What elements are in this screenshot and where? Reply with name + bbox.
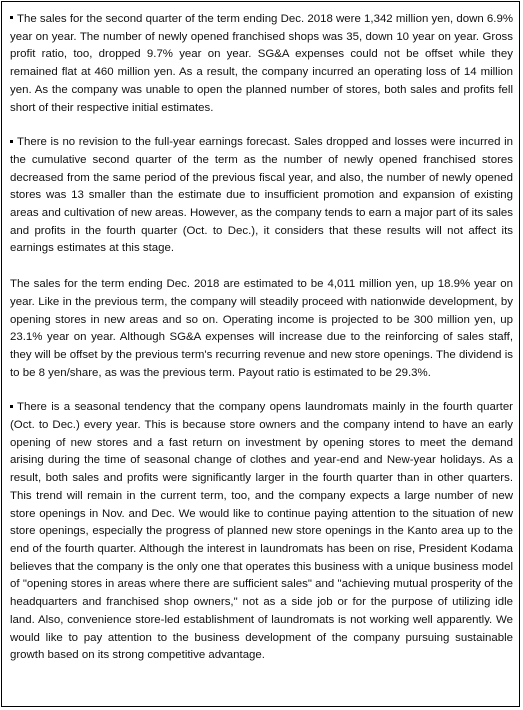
bullet-icon [10, 405, 13, 408]
paragraph-seasonality [10, 399, 513, 665]
paragraph-text: The sales for the term ending Dec. 2018 are estimated to be 4,011 million yen, up 18.9% year on year. Like in the previous term, the company will steadily proceed with nationwide development, by opening stores in new areas and so on. Operating income is projected to be 300 million yen, up 23.1% year on year. Although SG&A expenses will increase due to the reinforcing of sales staff, they will be offset by the previous term's recurring revenue and new store openings. The dividend is to be 8 yen/share, as was the previous term. Payout ratio is estimated to be 29.3%. [10, 278, 513, 379]
document-frame [1, 1, 520, 707]
paragraph-gap [10, 117, 513, 134]
paragraph-text: The sales for the second quarter of the term ending Dec. 2018 were 1,342 million yen, down 6.9% year on year. The number of newly opened franchised shops was 35, down 10 year on year. Gross profit ratio, too, dropped 9.7% year on year. SG&A expenses could not be offset while they remained flat at 460 million yen. As a result, the company incurred an operating loss of 14 million yen. As the company was unable to open the planned number of stores, both sales and profits fell short of their respective initial estimates. [10, 13, 513, 114]
bullet-icon [10, 16, 13, 19]
paragraph-q2-results [10, 11, 513, 117]
bullet-icon [10, 140, 13, 143]
paragraph-text: There is no revision to the full-year earnings forecast. Sales dropped and losses were incurred in the cumulative second quarter of the term as the number of newly opened franchised stores decreased from the same period of the previous fiscal year, and also, the number of newly opened stores was 13 smaller than the estimate due to insufficient promotion and expansion of existing areas and cultivation of new areas. However, as the company tends to earn a major part of its sales and profits in the fourth quarter (Oct. to Dec.), it considers that these results will not affect its earnings estimates at this stage. [10, 136, 513, 255]
paragraph-full-year-estimate [10, 276, 513, 382]
paragraph-forecast [10, 134, 513, 258]
paragraph-gap [10, 382, 513, 399]
document-body [10, 11, 513, 665]
paragraph-gap [10, 258, 513, 276]
paragraph-text: There is a seasonal tendency that the company opens laundromats mainly in the fourth quarter (Oct. to Dec.) every year. This is because store owners and the company intend to have an early opening of new stores and a fast return on investment by opening stores to meet the demand arising during the time of seasonal change of clothes and year-end and New-year holidays. As a result, both sales and profits were significantly larger in the fourth quarter than in other quarters. This trend will remain in the current term, too, and the company expects a large number of new store openings in Nov. and Dec. We would like to continue paying attention to the situation of new store openings, especially the progress of planned new store openings in the Kanto area up to the end of the fourth quarter. Although the interest in laundromats has been on rise, President Kodama believes that the company is the only one that operates this business with a unique business model of "opening stores in areas where there are sufficient sales" and "achieving mutual prosperity of the headquarters and franchised shop owners," not as a side job or for the purpose of utilizing idle land. Also, convenience store-led establishment of laundromats is not working well apparently. We would like to pay attention to the business development of the company pursuing sustainable growth based on its strong competitive advantage. [10, 401, 513, 662]
